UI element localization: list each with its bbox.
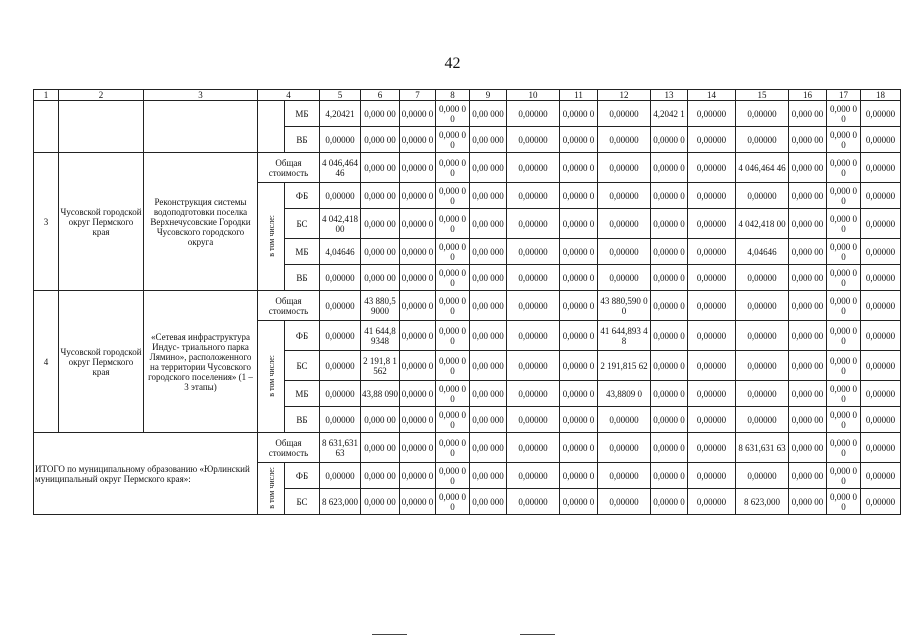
value-cell: 0,00000 bbox=[320, 351, 361, 381]
value-cell: 0,00000 bbox=[598, 407, 651, 433]
value-cell: 0,000 00 bbox=[361, 239, 400, 265]
table-row bbox=[34, 291, 901, 321]
value-cell: 0,0000 0 bbox=[651, 381, 688, 407]
value-cell: 0,00000 bbox=[598, 463, 651, 489]
value-cell: 0,0000 0 bbox=[400, 265, 436, 291]
value-cell: 0,0000 0 bbox=[400, 351, 436, 381]
value-cell: 0,0000 0 bbox=[400, 489, 436, 515]
value-cell: 0,00000 bbox=[688, 463, 736, 489]
budget-table bbox=[33, 89, 901, 515]
value-cell: 0,000 00 bbox=[436, 433, 470, 463]
value-cell: 0,00 000 bbox=[470, 183, 507, 209]
table-row bbox=[34, 101, 901, 127]
value-cell: 0,00000 bbox=[736, 183, 789, 209]
fund-label: ФБ bbox=[285, 183, 320, 209]
value-cell: 0,000 00 bbox=[789, 433, 827, 463]
value-cell: 0,00000 bbox=[736, 265, 789, 291]
value-cell: 0,000 00 bbox=[789, 321, 827, 351]
value-cell: 0,000 00 bbox=[361, 183, 400, 209]
value-cell: 0,000 00 bbox=[789, 127, 827, 153]
value-cell: 41 644,8 9348 bbox=[361, 321, 400, 351]
value-cell: 0,000 00 bbox=[827, 209, 861, 239]
value-cell: 0,000 00 bbox=[827, 463, 861, 489]
value-cell: 0,00000 bbox=[861, 291, 901, 321]
value-cell: 0,00000 bbox=[688, 321, 736, 351]
value-cell: 0,00000 bbox=[507, 209, 560, 239]
value-cell: 0,00000 bbox=[861, 433, 901, 463]
fund-label: МБ bbox=[285, 239, 320, 265]
value-cell: 0,00000 bbox=[861, 127, 901, 153]
fund-label: ФБ bbox=[285, 463, 320, 489]
value-cell: 0,00000 bbox=[861, 239, 901, 265]
header-cell: 13 bbox=[651, 90, 688, 101]
value-cell: 0,00 000 bbox=[470, 407, 507, 433]
value-cell: 0,000 00 bbox=[789, 153, 827, 183]
value-cell: 0,0000 0 bbox=[560, 239, 598, 265]
value-cell: 43 880,590 00 bbox=[598, 291, 651, 321]
value-cell: 43,88 090 bbox=[361, 381, 400, 407]
value-cell: 0,00000 bbox=[688, 351, 736, 381]
value-cell: 0,00000 bbox=[688, 265, 736, 291]
value-cell: 0,00000 bbox=[507, 183, 560, 209]
value-cell: 0,00000 bbox=[861, 183, 901, 209]
value-cell: 0,00 000 bbox=[470, 291, 507, 321]
fund-label: МБ bbox=[285, 101, 320, 127]
value-cell: 0,000 00 bbox=[436, 407, 470, 433]
value-cell: 0,0000 0 bbox=[560, 209, 598, 239]
value-cell: 0,000 00 bbox=[827, 183, 861, 209]
value-cell: 0,00000 bbox=[861, 265, 901, 291]
value-cell: 0,00000 bbox=[598, 239, 651, 265]
value-cell: 0,000 00 bbox=[361, 489, 400, 515]
value-cell: 0,000 00 bbox=[436, 489, 470, 515]
value-cell: 0,000 00 bbox=[827, 101, 861, 127]
header-cell: 7 bbox=[400, 90, 436, 101]
header-row bbox=[34, 90, 901, 101]
value-cell: 0,0000 0 bbox=[560, 381, 598, 407]
value-cell: 0,00000 bbox=[861, 153, 901, 183]
value-cell: 0,0000 0 bbox=[651, 407, 688, 433]
value-cell: 0,000 00 bbox=[361, 265, 400, 291]
value-cell: 8 631,631 63 bbox=[736, 433, 789, 463]
value-cell: 41 644,893 48 bbox=[598, 321, 651, 351]
value-cell: 4 042,418 00 bbox=[736, 209, 789, 239]
value-cell: 2 191,815 62 bbox=[598, 351, 651, 381]
value-cell: 0,00000 bbox=[598, 153, 651, 183]
value-cell: 8 623,000 bbox=[320, 489, 361, 515]
value-cell: 0,000 00 bbox=[361, 153, 400, 183]
empty-cell bbox=[258, 101, 285, 153]
value-cell: 0,00000 bbox=[598, 183, 651, 209]
value-cell: 0,000 00 bbox=[436, 209, 470, 239]
value-cell: 0,000 00 bbox=[361, 127, 400, 153]
value-cell: 0,0000 0 bbox=[651, 291, 688, 321]
value-cell: 0,000 00 bbox=[361, 433, 400, 463]
municipality: Чусовской городской округ Пермского края bbox=[59, 153, 144, 291]
value-cell: 0,00000 bbox=[736, 381, 789, 407]
value-cell: 0,000 00 bbox=[436, 127, 470, 153]
header-cell: 15 bbox=[736, 90, 789, 101]
fund-label: ВБ bbox=[285, 127, 320, 153]
value-cell: 0,00 000 bbox=[470, 381, 507, 407]
value-cell: 0,00000 bbox=[688, 127, 736, 153]
value-cell: 0,00000 bbox=[598, 127, 651, 153]
value-cell: 0,00000 bbox=[736, 101, 789, 127]
header-cell: 14 bbox=[688, 90, 736, 101]
value-cell: 0,00000 bbox=[507, 321, 560, 351]
value-cell: 0,00000 bbox=[320, 407, 361, 433]
footer-line bbox=[372, 634, 407, 635]
value-cell: 0,00000 bbox=[861, 321, 901, 351]
value-cell: 0,00000 bbox=[688, 153, 736, 183]
value-cell: 0,00 000 bbox=[470, 101, 507, 127]
value-cell: 0,00000 bbox=[320, 321, 361, 351]
value-cell: 2 191,8 1562 bbox=[361, 351, 400, 381]
value-cell: 0,000 00 bbox=[789, 265, 827, 291]
header-cell: 1 bbox=[34, 90, 59, 101]
value-cell: 0,00000 bbox=[507, 265, 560, 291]
value-cell: 0,00000 bbox=[861, 489, 901, 515]
value-cell: 0,00000 bbox=[507, 463, 560, 489]
value-cell: 0,000 00 bbox=[827, 153, 861, 183]
value-cell: 0,00000 bbox=[507, 291, 560, 321]
value-cell: 0,000 00 bbox=[789, 381, 827, 407]
value-cell: 0,000 00 bbox=[361, 463, 400, 489]
municipality bbox=[59, 101, 144, 153]
value-cell: 0,000 00 bbox=[827, 239, 861, 265]
value-cell: 0,0000 0 bbox=[651, 321, 688, 351]
value-cell: 0,0000 0 bbox=[651, 209, 688, 239]
incl-label-text: в том числе: bbox=[266, 214, 276, 257]
value-cell: 0,0000 0 bbox=[400, 433, 436, 463]
fund-label: БС bbox=[285, 351, 320, 381]
footer-line bbox=[520, 634, 555, 635]
value-cell: 0,00000 bbox=[736, 127, 789, 153]
fund-label: БС bbox=[285, 209, 320, 239]
value-cell: 0,000 00 bbox=[827, 291, 861, 321]
value-cell: 0,0000 0 bbox=[560, 463, 598, 489]
total-label: Общая стоимость bbox=[258, 291, 320, 321]
value-cell: 0,0000 0 bbox=[400, 239, 436, 265]
value-cell: 0,00000 bbox=[507, 153, 560, 183]
incl-label-text: в том числе: bbox=[266, 466, 276, 509]
value-cell: 0,000 00 bbox=[436, 239, 470, 265]
value-cell: 0,00000 bbox=[688, 407, 736, 433]
value-cell: 0,0000 0 bbox=[400, 183, 436, 209]
value-cell: 0,00000 bbox=[861, 381, 901, 407]
value-cell: 0,0000 0 bbox=[560, 127, 598, 153]
header-cell: 8 bbox=[436, 90, 470, 101]
value-cell: 0,000 00 bbox=[436, 183, 470, 209]
value-cell: 0,00000 bbox=[320, 183, 361, 209]
value-cell: 0,00000 bbox=[688, 489, 736, 515]
total-label: Общая стоимость bbox=[258, 433, 320, 463]
value-cell: 0,000 00 bbox=[436, 321, 470, 351]
project-name: Реконструкция системы водоподготовки поселка Верхнечусовские Городки Чусовского городского округа bbox=[144, 153, 258, 291]
value-cell: 0,0000 0 bbox=[560, 407, 598, 433]
value-cell: 0,00000 bbox=[598, 209, 651, 239]
value-cell: 0,00000 bbox=[507, 433, 560, 463]
value-cell: 0,000 00 bbox=[789, 463, 827, 489]
value-cell: 0,00000 bbox=[507, 101, 560, 127]
value-cell: 0,00000 bbox=[507, 351, 560, 381]
value-cell: 4,04646 bbox=[736, 239, 789, 265]
value-cell: 0,0000 0 bbox=[400, 127, 436, 153]
value-cell: 0,000 00 bbox=[436, 265, 470, 291]
value-cell: 0,000 00 bbox=[436, 101, 470, 127]
value-cell: 0,00 000 bbox=[470, 209, 507, 239]
value-cell: 0,00000 bbox=[507, 489, 560, 515]
value-cell: 0,00000 bbox=[598, 101, 651, 127]
value-cell: 0,00000 bbox=[320, 265, 361, 291]
header-cell: 18 bbox=[861, 90, 901, 101]
value-cell: 4,20421 bbox=[320, 101, 361, 127]
value-cell: 0,00000 bbox=[598, 265, 651, 291]
value-cell: 0,000 00 bbox=[827, 407, 861, 433]
value-cell: 0,0000 0 bbox=[560, 183, 598, 209]
value-cell: 0,0000 0 bbox=[400, 153, 436, 183]
table-row bbox=[34, 153, 901, 183]
value-cell: 0,000 00 bbox=[827, 265, 861, 291]
value-cell: 0,000 00 bbox=[827, 127, 861, 153]
fund-label: ВБ bbox=[285, 265, 320, 291]
value-cell: 0,00000 bbox=[688, 381, 736, 407]
value-cell: 0,00000 bbox=[861, 351, 901, 381]
value-cell: 0,00000 bbox=[688, 433, 736, 463]
value-cell: 0,000 00 bbox=[789, 101, 827, 127]
value-cell: 0,000 00 bbox=[436, 153, 470, 183]
value-cell: 0,0000 0 bbox=[651, 153, 688, 183]
value-cell: 0,0000 0 bbox=[651, 433, 688, 463]
value-cell: 0,0000 0 bbox=[651, 351, 688, 381]
value-cell: 0,00 000 bbox=[470, 265, 507, 291]
municipality: Чусовской городской округ Пермского края bbox=[59, 291, 144, 433]
header-cell: 3 bbox=[144, 90, 258, 101]
value-cell: 8 623,000 bbox=[736, 489, 789, 515]
value-cell: 0,0000 0 bbox=[400, 407, 436, 433]
value-cell: 0,000 00 bbox=[789, 291, 827, 321]
value-cell: 0,0000 0 bbox=[560, 433, 598, 463]
incl-label-text: в том числе: bbox=[266, 354, 276, 397]
value-cell: 0,00000 bbox=[598, 433, 651, 463]
value-cell: 0,00000 bbox=[320, 381, 361, 407]
header-cell: 10 bbox=[507, 90, 560, 101]
value-cell: 0,000 00 bbox=[827, 489, 861, 515]
value-cell: 0,0000 0 bbox=[651, 463, 688, 489]
value-cell: 0,00000 bbox=[736, 321, 789, 351]
project-name: «Сетевая инфраструктура Индус- триального парка Лямино», расположенного на территории Чусовского городского поселения» (1 – 3 этапы) bbox=[144, 291, 258, 433]
value-cell: 8 631,631 63 bbox=[320, 433, 361, 463]
row-number bbox=[34, 101, 59, 153]
value-cell: 0,00000 bbox=[861, 407, 901, 433]
value-cell: 0,000 00 bbox=[827, 381, 861, 407]
value-cell: 0,0000 0 bbox=[400, 381, 436, 407]
header-cell: 9 bbox=[470, 90, 507, 101]
value-cell: 0,00000 bbox=[736, 351, 789, 381]
fund-label: ВБ bbox=[285, 407, 320, 433]
value-cell: 0,00000 bbox=[320, 127, 361, 153]
value-cell: 4 042,418 00 bbox=[320, 209, 361, 239]
value-cell: 0,000 00 bbox=[436, 291, 470, 321]
value-cell: 0,0000 0 bbox=[400, 101, 436, 127]
page-number: 42 bbox=[444, 55, 461, 72]
value-cell: 4,04646 bbox=[320, 239, 361, 265]
value-cell: 0,00000 bbox=[688, 183, 736, 209]
value-cell: 0,000 00 bbox=[789, 183, 827, 209]
row-number: 3 bbox=[34, 153, 59, 291]
value-cell: 0,00 000 bbox=[470, 239, 507, 265]
value-cell: 0,00 000 bbox=[470, 463, 507, 489]
value-cell: 0,000 00 bbox=[789, 239, 827, 265]
value-cell: 0,000 00 bbox=[361, 209, 400, 239]
value-cell: 0,0000 0 bbox=[651, 127, 688, 153]
value-cell: 4 046,464 46 bbox=[320, 153, 361, 183]
value-cell: 0,0000 0 bbox=[400, 291, 436, 321]
value-cell: 0,00000 bbox=[598, 489, 651, 515]
value-cell: 0,000 00 bbox=[827, 433, 861, 463]
value-cell: 0,000 00 bbox=[789, 351, 827, 381]
value-cell: 0,00000 bbox=[320, 291, 361, 321]
value-cell: 0,00 000 bbox=[470, 127, 507, 153]
incl-label bbox=[258, 321, 285, 433]
value-cell: 0,00 000 bbox=[470, 321, 507, 351]
value-cell: 0,0000 0 bbox=[560, 489, 598, 515]
fund-label: МБ bbox=[285, 381, 320, 407]
value-cell: 0,000 00 bbox=[827, 321, 861, 351]
project-name bbox=[144, 101, 258, 153]
value-cell: 0,00 000 bbox=[470, 489, 507, 515]
summary-label: ИТОГО по муниципальному образованию «Юрлинский муниципальный округ Пермского края»: bbox=[34, 433, 258, 515]
value-cell: 43,8809 0 bbox=[598, 381, 651, 407]
value-cell: 0,00000 bbox=[507, 381, 560, 407]
value-cell: 0,000 00 bbox=[436, 381, 470, 407]
value-cell: 0,00000 bbox=[688, 209, 736, 239]
total-label: Общая стоимость bbox=[258, 153, 320, 183]
value-cell: 4 046,464 46 bbox=[736, 153, 789, 183]
value-cell: 0,00000 bbox=[507, 127, 560, 153]
value-cell: 0,00 000 bbox=[470, 351, 507, 381]
value-cell: 0,0000 0 bbox=[560, 265, 598, 291]
header-cell: 4 bbox=[258, 90, 320, 101]
value-cell: 43 880,5 9000 bbox=[361, 291, 400, 321]
header-cell: 16 bbox=[789, 90, 827, 101]
table-row bbox=[34, 433, 901, 463]
value-cell: 0,00000 bbox=[861, 101, 901, 127]
value-cell: 0,00000 bbox=[507, 239, 560, 265]
value-cell: 0,0000 0 bbox=[651, 239, 688, 265]
value-cell: 4,2042 1 bbox=[651, 101, 688, 127]
header-cell: 11 bbox=[560, 90, 598, 101]
value-cell: 0,0000 0 bbox=[560, 321, 598, 351]
value-cell: 0,0000 0 bbox=[651, 265, 688, 291]
value-cell: 0,000 00 bbox=[361, 407, 400, 433]
value-cell: 0,0000 0 bbox=[400, 463, 436, 489]
value-cell: 0,00000 bbox=[736, 463, 789, 489]
incl-label bbox=[258, 463, 285, 515]
value-cell: 0,0000 0 bbox=[560, 153, 598, 183]
value-cell: 0,00 000 bbox=[470, 153, 507, 183]
value-cell: 0,00000 bbox=[861, 463, 901, 489]
value-cell: 0,000 00 bbox=[827, 351, 861, 381]
value-cell: 0,00000 bbox=[688, 291, 736, 321]
header-cell: 17 bbox=[827, 90, 861, 101]
value-cell: 0,000 00 bbox=[789, 209, 827, 239]
value-cell: 0,000 00 bbox=[789, 489, 827, 515]
value-cell: 0,000 00 bbox=[436, 463, 470, 489]
value-cell: 0,0000 0 bbox=[400, 209, 436, 239]
value-cell: 0,00 000 bbox=[470, 433, 507, 463]
value-cell: 0,0000 0 bbox=[560, 291, 598, 321]
value-cell: 0,00000 bbox=[688, 239, 736, 265]
header-cell: 6 bbox=[361, 90, 400, 101]
value-cell: 0,00000 bbox=[320, 463, 361, 489]
header-cell: 2 bbox=[59, 90, 144, 101]
header-cell: 5 bbox=[320, 90, 361, 101]
value-cell: 0,0000 0 bbox=[651, 183, 688, 209]
row-number: 4 bbox=[34, 291, 59, 433]
value-cell: 0,0000 0 bbox=[400, 321, 436, 351]
value-cell: 0,00000 bbox=[688, 101, 736, 127]
value-cell: 0,00000 bbox=[861, 209, 901, 239]
value-cell: 0,00000 bbox=[507, 407, 560, 433]
value-cell: 0,0000 0 bbox=[560, 351, 598, 381]
value-cell: 0,00000 bbox=[736, 407, 789, 433]
value-cell: 0,00000 bbox=[736, 291, 789, 321]
header-cell: 12 bbox=[598, 90, 651, 101]
fund-label: БС bbox=[285, 489, 320, 515]
fund-label: ФБ bbox=[285, 321, 320, 351]
value-cell: 0,000 00 bbox=[361, 101, 400, 127]
incl-label bbox=[258, 183, 285, 291]
value-cell: 0,000 00 bbox=[789, 407, 827, 433]
value-cell: 0,0000 0 bbox=[560, 101, 598, 127]
value-cell: 0,0000 0 bbox=[651, 489, 688, 515]
value-cell: 0,000 00 bbox=[436, 351, 470, 381]
